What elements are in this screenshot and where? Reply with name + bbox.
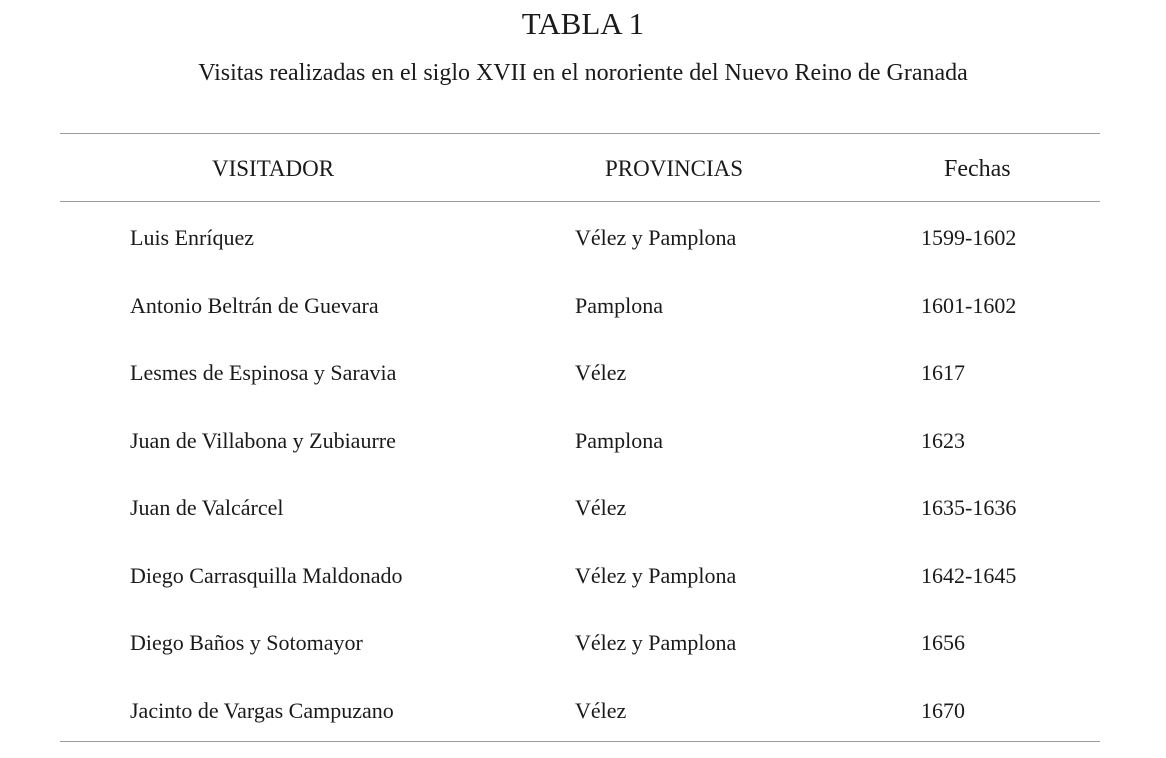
cell-visitador: Antonio Beltrán de Guevara <box>130 292 379 318</box>
table-title: TABLA 1 <box>521 6 645 41</box>
cell-visitador: Lesmes de Espinosa y Saravia <box>130 360 397 385</box>
header-visitador: VISITADOR <box>212 156 335 181</box>
table-body <box>0 204 1166 744</box>
cell-provincias: Vélez <box>575 697 627 723</box>
table-top-rule <box>60 133 1100 134</box>
cell-fechas: 1599-1602 <box>921 225 1017 250</box>
cell-fechas: 1642-1645 <box>921 562 1017 588</box>
table-bottom-rule <box>60 741 1100 742</box>
cell-visitador: Jacinto de Vargas Campuzano <box>130 697 394 723</box>
table-row <box>0 609 1166 677</box>
cell-provincias: Vélez <box>575 360 627 385</box>
cell-fechas: 1635-1636 <box>921 495 1017 520</box>
cell-provincias: Vélez y Pamplona <box>575 562 737 588</box>
cell-provincias: Pamplona <box>575 427 663 453</box>
cell-visitador: Luis Enríquez <box>130 225 255 250</box>
cell-fechas: 1656 <box>921 630 965 655</box>
cell-provincias: Pamplona <box>575 292 663 318</box>
cell-visitador: Diego Carrasquilla Maldonado <box>130 562 403 588</box>
cell-provincias: Vélez <box>575 495 627 520</box>
cell-fechas: 1601-1602 <box>921 292 1017 318</box>
cell-visitador: Juan de Valcárcel <box>130 495 284 520</box>
header-fechas: Fechas <box>944 156 1011 182</box>
cell-visitador: Diego Baños y Sotomayor <box>130 630 363 655</box>
header-provincias: PROVINCIAS <box>605 156 744 181</box>
cell-provincias: Vélez y Pamplona <box>575 225 737 250</box>
cell-fechas: 1617 <box>921 360 965 385</box>
table-header-row <box>0 152 1166 186</box>
table-row <box>0 474 1166 542</box>
cell-fechas: 1670 <box>921 697 965 723</box>
table-subtitle: Visitas realizadas en el siglo XVII en el nororiente del Nuevo Reino de Granada <box>198 60 968 86</box>
table-row <box>0 204 1166 272</box>
table-row <box>0 542 1166 610</box>
table-row <box>0 339 1166 407</box>
cell-provincias: Vélez y Pamplona <box>575 630 737 655</box>
table-row <box>0 407 1166 475</box>
table-row <box>0 677 1166 745</box>
cell-fechas: 1623 <box>921 427 965 453</box>
table-header-rule <box>60 201 1100 202</box>
cell-visitador: Juan de Villabona y Zubiaurre <box>130 427 396 453</box>
table-row <box>0 272 1166 340</box>
